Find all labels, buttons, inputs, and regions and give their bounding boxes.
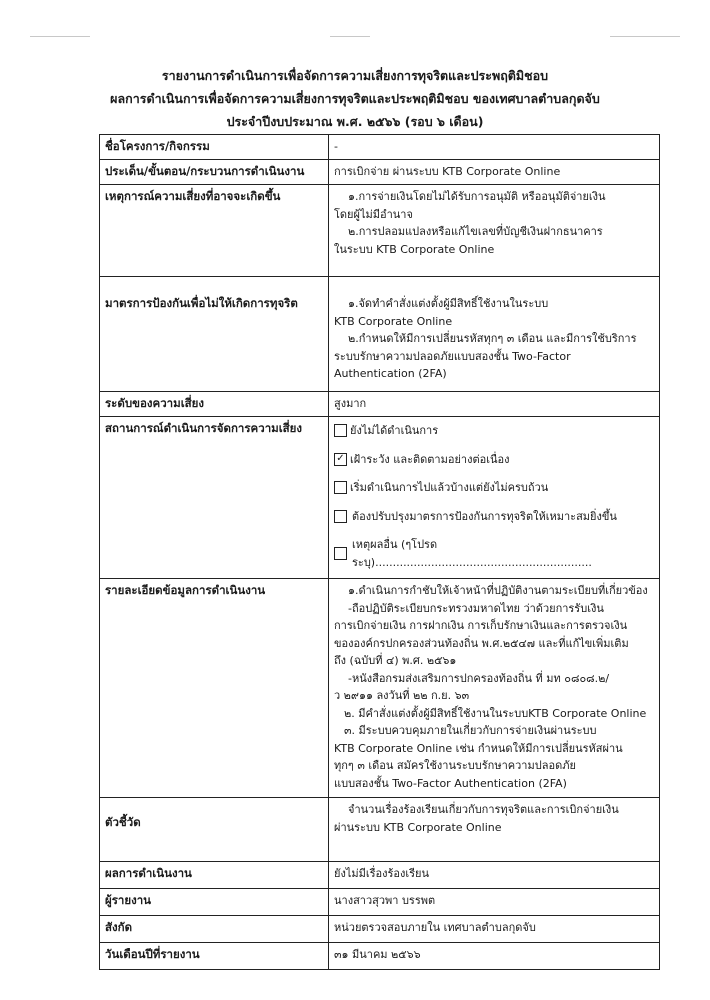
- scan-edge-mark: [30, 36, 90, 37]
- indicator-line: จำนวนเรื่องร้องเรียนเกี่ยวกับการทุจริตและการเบิกจ่ายเงิน: [348, 803, 619, 816]
- risk-event-label: เหตุการณ์ความเสี่ยงที่อาจจะเกิดขึ้น: [100, 185, 329, 277]
- status-option-label: เฝ้าระวัง และติดตามอย่างต่อเนื่อง: [350, 452, 510, 466]
- report-subtitle: ผลการดำเนินการเพื่อจัดการความเสี่ยงการทุจริตและประพฤติมิชอบ ของเทศบาลตำบลกุดจับ: [110, 91, 600, 106]
- table-row: [100, 943, 660, 970]
- table-row: [100, 160, 660, 185]
- result-value: ยังไม่มีเรื่องร้องเรียน: [329, 862, 660, 889]
- details-line: ทุกๆ ๓ เดือน สมัครใช้งานระบบรักษาความปลอดภัย: [334, 759, 576, 772]
- prevention-line: KTB Corporate Online: [334, 314, 453, 328]
- status-option: [334, 536, 654, 571]
- status-label: สถานการณ์ดำเนินการจัดการความเสี่ยง: [100, 417, 329, 579]
- table-row: [100, 579, 660, 798]
- report-date-value: ๓๑ มีนาคม ๒๕๖๖: [329, 943, 660, 970]
- report-date-label: วันเดือนปีที่รายงาน: [100, 943, 329, 970]
- affiliation-label: สังกัด: [100, 916, 329, 943]
- status-option-label: ต้องปรับปรุงมาตรการป้องกันการทุจริตให้เหมาะสมยิ่งขึ้น: [352, 509, 617, 523]
- table-row: [100, 277, 660, 392]
- checkbox[interactable]: [334, 481, 347, 494]
- details-line: ถึง (ฉบับที่ ๔) พ.ศ. ๒๕๖๑: [334, 654, 457, 667]
- risk-event-value: [329, 185, 660, 277]
- details-line: ๑.ดำเนินการกำชับให้เจ้าหน้าที่ปฏิบัติงานตามระเบียบที่เกี่ยวข้อง: [348, 584, 648, 597]
- checkbox-checked[interactable]: ✓: [334, 453, 347, 466]
- risk-level-label: ระดับของความเสี่ยง: [100, 392, 329, 417]
- table-row: [100, 916, 660, 943]
- checkbox[interactable]: [334, 510, 347, 523]
- scan-edge-mark: [330, 36, 370, 37]
- details-line: ๒. มีคำสั่งแต่งตั้งผู้มีสิทธิ์ใช้งานในระบบKTB Corporate Online: [344, 706, 647, 720]
- status-options: [329, 417, 660, 579]
- status-option: [334, 451, 654, 469]
- prevention-value: [329, 277, 660, 392]
- table-row: [100, 862, 660, 889]
- details-label: รายละเอียดข้อมูลการดำเนินงาน: [100, 579, 329, 798]
- prevention-label: มาตรการป้องกันเพื่อไม่ให้เกิดการทุจริต: [100, 277, 329, 392]
- risk-event-line: ๑.การจ่ายเงินโดยไม่ได้รับการอนุมัติ หรืออนุมัติจ่ายเงิน: [348, 190, 606, 203]
- details-value: [329, 579, 660, 798]
- status-option-label: เริ่มดำเนินการไปแล้วบ้างแต่ยังไม่ครบถ้วน: [350, 481, 549, 494]
- checkbox[interactable]: [334, 424, 347, 437]
- details-line: ๓. มีระบบควบคุมภายในเกี่ยวกับการจ่ายเงินผ่านระบบ: [344, 724, 597, 737]
- reporter-value: นางสาวสุวพา บรรพต: [329, 889, 660, 916]
- status-option-label: เหตุผลอื่น (ๆโปรดระบุ)..............................................................: [352, 538, 592, 569]
- details-line: แบบสองชั้น Two-Factor Authentication (2FA): [334, 776, 567, 790]
- report-period: ประจำปีงบประมาณ พ.ศ. ๒๕๖๖ (รอบ ๖ เดือน): [226, 114, 484, 129]
- issue-value: การเบิกจ่าย ผ่านระบบ KTB Corporate Online: [329, 160, 660, 185]
- affiliation-value: หน่วยตรวจสอบภายใน เทศบาลตำบลกุดจับ: [329, 916, 660, 943]
- status-option-label: ยังไม่ได้ดำเนินการ: [350, 424, 439, 437]
- prevention-line: Authentication (2FA): [334, 367, 447, 380]
- report-title: รายงานการดำเนินการเพื่อจัดการความเสี่ยงการทุจริตและประพฤติมิชอบ: [161, 68, 549, 83]
- issue-label: ประเด็น/ขั้นตอน/กระบวนการดำเนินงาน: [100, 160, 329, 185]
- details-line: -หนังสือกรมส่งเสริมการปกครองท้องถิ่น ที่ มท ๐๘๐๘.๒/: [348, 671, 610, 685]
- table-row: [100, 135, 660, 160]
- prevention-line: ระบบรักษาความปลอดภัยแบบสองชั้น Two-Factor: [334, 349, 571, 363]
- report-form-table: [99, 134, 660, 970]
- status-option: [334, 422, 654, 440]
- scan-edge-mark: [610, 36, 680, 37]
- table-row: [100, 889, 660, 916]
- result-label: ผลการดำเนินงาน: [100, 862, 329, 889]
- project-value: -: [329, 135, 660, 160]
- details-line: ว ๒๙๑๑ ลงวันที่ ๒๒ ก.ย. ๖๓: [334, 689, 470, 702]
- risk-event-line: โดยผู้ไม่มีอำนาจ: [334, 207, 413, 221]
- table-row: [100, 185, 660, 277]
- prevention-line: ๑.จัดทำคำสั่งแต่งตั้งผู้มีสิทธิ์ใช้งานในระบบ: [348, 297, 549, 310]
- table-row: [100, 392, 660, 417]
- indicator-value: [329, 798, 660, 862]
- reporter-label: ผู้รายงาน: [100, 889, 329, 916]
- details-line: การเบิกจ่ายเงิน การฝากเงิน การเก็บรักษาเงินและการตรวจเงิน: [334, 619, 628, 632]
- risk-event-line: ๒.การปลอมแปลงหรือแก้ไขเลขที่บัญชีเงินฝากธนาคาร: [348, 225, 603, 238]
- status-option: [334, 508, 654, 526]
- indicator-line: ผ่านระบบ KTB Corporate Online: [334, 820, 502, 834]
- prevention-line: ๒.กำหนดให้มีการเปลี่ยนรหัสทุกๆ ๓ เดือน และมีการใช้บริการ: [348, 332, 637, 345]
- risk-level-value: สูงมาก: [329, 392, 660, 417]
- report-header: [0, 64, 710, 133]
- details-line: KTB Corporate Online เช่น กำหนดให้มีการเปลี่ยนรหัสผ่าน: [334, 741, 623, 755]
- indicator-label: ตัวชี้วัด: [100, 798, 329, 862]
- table-row: [100, 417, 660, 579]
- table-row: [100, 798, 660, 862]
- status-option: [334, 479, 654, 497]
- project-label: ชื่อโครงการ/กิจกรรม: [100, 135, 329, 160]
- details-line: ขององค์กรปกครองส่วนท้องถิ่น พ.ศ.๒๕๔๗ และที่แก้ไขเพิ่มเติม: [334, 636, 629, 650]
- risk-event-line: ในระบบ KTB Corporate Online: [334, 242, 495, 256]
- checkbox[interactable]: [334, 547, 347, 560]
- details-line: -ถือปฏิบัติระเบียบกระทรวงมหาดไทย ว่าด้วยการรับเงิน: [348, 601, 604, 615]
